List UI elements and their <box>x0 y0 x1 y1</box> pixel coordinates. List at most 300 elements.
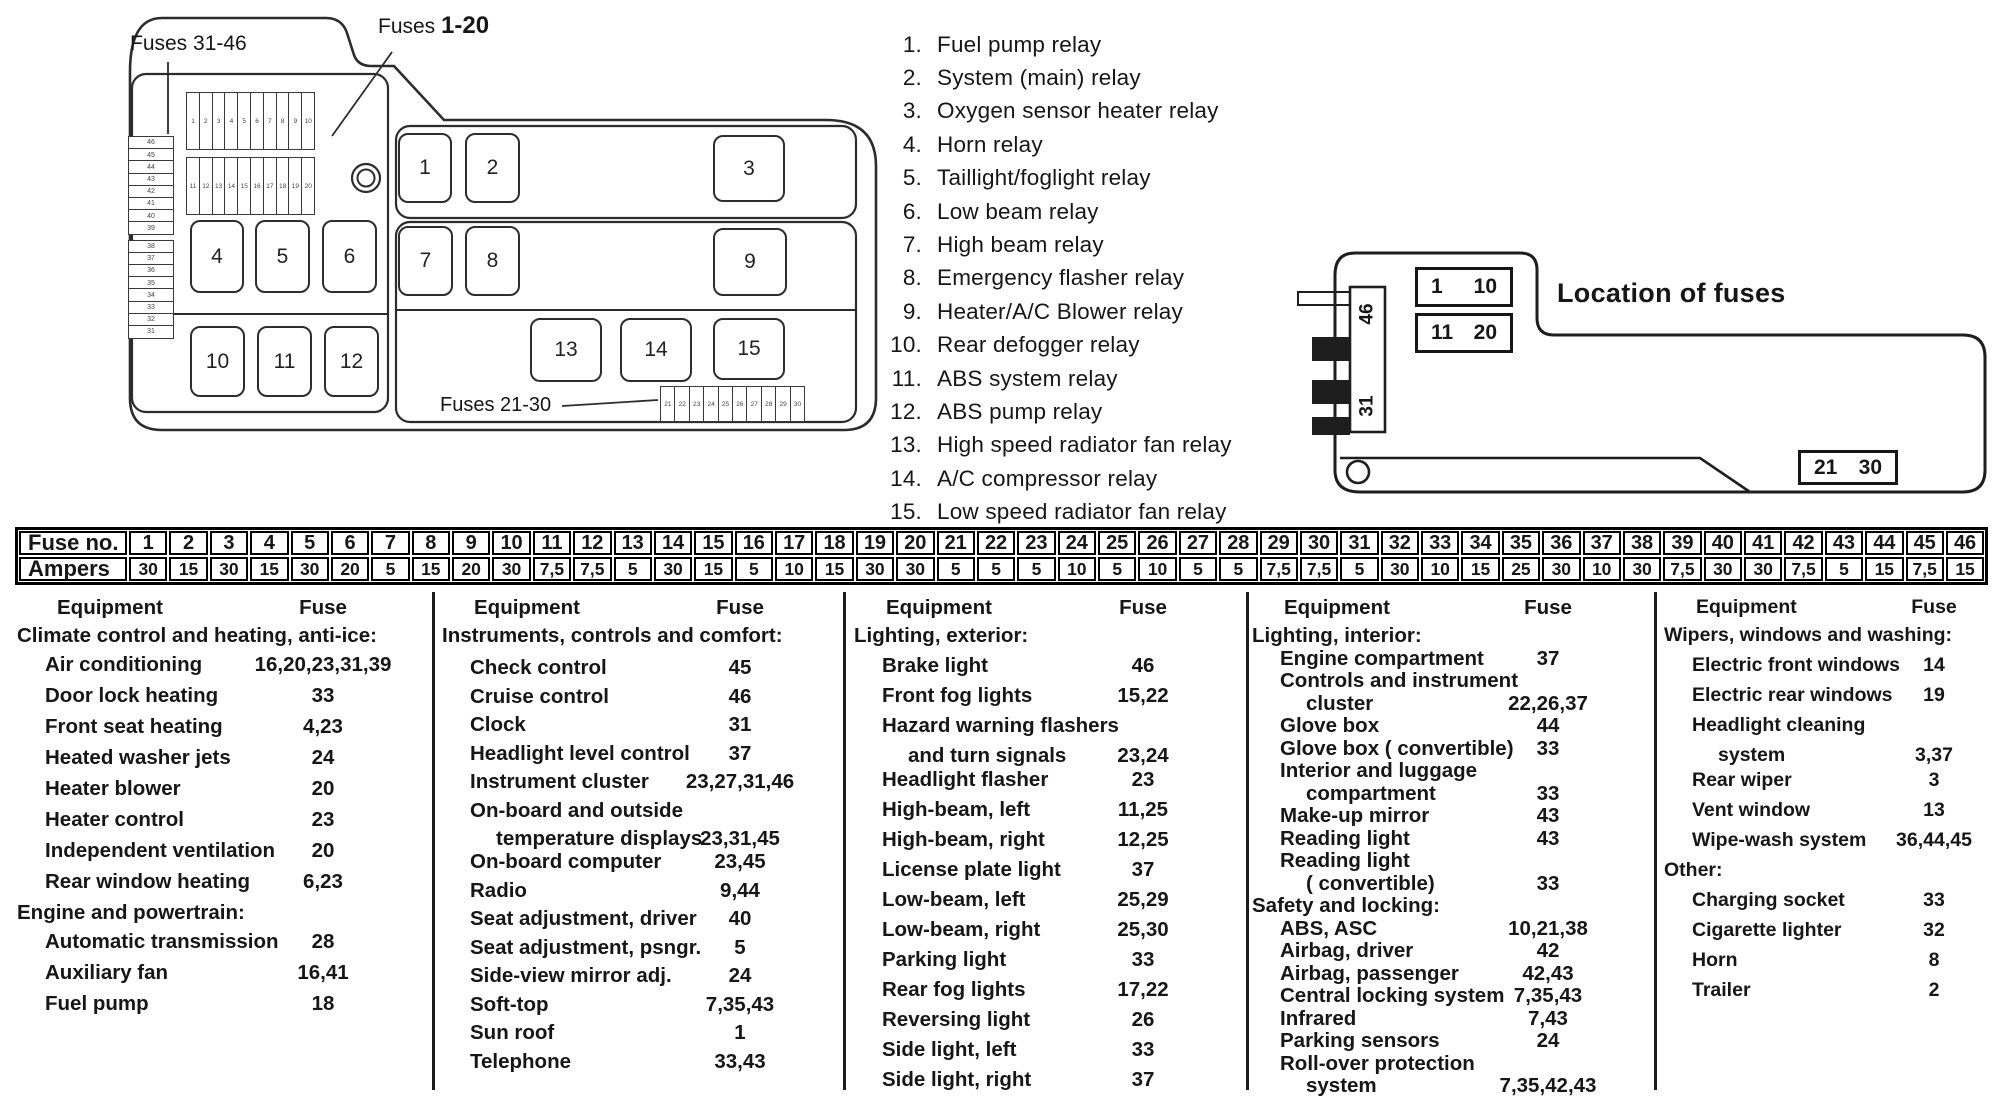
fuse-slot-21: 21 <box>660 386 676 422</box>
equipment-name: Radio <box>470 878 527 902</box>
amperage-cell: 7,5 <box>1260 557 1298 581</box>
equipment-row <box>852 828 1240 858</box>
equipment-row <box>1662 714 1990 744</box>
amperage-cell: 5 <box>1098 557 1136 581</box>
fuse-value: 37 <box>1536 646 1560 670</box>
equipment-row <box>440 936 838 965</box>
fuse-slot-43: 43 <box>128 173 174 187</box>
fuse-value: 7,35,43 <box>705 992 775 1016</box>
amperage-cell: 15 <box>250 557 288 581</box>
fuse-number-cell: 1 <box>129 531 167 555</box>
amperage-cell: 5 <box>371 557 409 581</box>
fuse-number-cell: 17 <box>775 531 813 555</box>
fuse-slot-19: 19 <box>288 157 302 215</box>
fuse-number-cell: 26 <box>1138 531 1176 555</box>
range-end: 10 <box>1473 275 1497 298</box>
fuse-number-cell: 10 <box>492 531 530 555</box>
amperage-cell: 5 <box>937 557 975 581</box>
amperage-cell: 7,5 <box>1300 557 1338 581</box>
relay-legend-label: High speed radiator fan relay <box>937 432 1232 458</box>
amperage-cell: 15 <box>815 557 853 581</box>
fuse-value: 7,35,42,43 <box>1499 1074 1597 1097</box>
amperage-cell: 15 <box>1865 557 1903 581</box>
amperage-cell: 30 <box>291 557 329 581</box>
fuse-value: 17,22 <box>1117 978 1169 1001</box>
mount-hole-inner-circle <box>358 170 375 187</box>
equipment-row <box>852 1038 1240 1068</box>
equipment-name: compartment <box>1306 781 1436 805</box>
equipment-row <box>852 654 1240 684</box>
fuse-strip-row-1-10 <box>186 92 314 150</box>
relay-slot-5: 5 <box>255 220 310 293</box>
fuse-number-cell: 30 <box>1300 531 1338 555</box>
equipment-name: Headlight cleaning <box>1692 714 1866 736</box>
amperage-cell: 30 <box>1704 557 1742 581</box>
equipment-header-label: Equipment <box>886 596 992 619</box>
relay-legend-label: Emergency flasher relay <box>937 265 1185 291</box>
location-of-fuses-diagram <box>1040 245 1990 500</box>
amperage-cell: 7,5 <box>1906 557 1944 581</box>
fuse-value: 46 <box>1131 654 1155 677</box>
fuse-slot-29: 29 <box>775 386 791 422</box>
relay-legend-number: 2. <box>902 65 922 91</box>
fuse-value: 12,25 <box>1117 828 1169 851</box>
relay-legend-number: 5. <box>902 165 922 191</box>
equipment-row <box>1662 769 1990 799</box>
relay-legend-label: System (main) relay <box>937 65 1141 91</box>
equipment-header-label: Equipment <box>57 596 163 619</box>
equipment-row <box>1250 1074 1642 1097</box>
equipment-row <box>1662 949 1990 979</box>
equipment-name: Seat adjustment, psngr. <box>470 935 702 959</box>
amperage-cell: 5 <box>1017 557 1055 581</box>
relay-slot-6: 6 <box>322 220 377 293</box>
relay-slot-12: 12 <box>324 326 379 397</box>
fuse-value: 43 <box>1536 804 1560 827</box>
equipment-row <box>440 993 838 1022</box>
equipment-row <box>440 770 838 799</box>
equipment-name: and turn signals <box>908 744 1067 767</box>
equipment-row <box>1250 1052 1642 1075</box>
fuse-number-cell: 35 <box>1502 531 1540 555</box>
fuse-slot-10: 10 <box>301 92 315 150</box>
fuse-value: 33 <box>1923 889 1945 911</box>
fuse-slot-40: 40 <box>128 209 174 223</box>
column-divider <box>1246 592 1249 1090</box>
equipment-row <box>1250 827 1642 850</box>
equipment-row <box>440 713 838 742</box>
equipment-header-label: Equipment <box>474 596 580 619</box>
equipment-row <box>1250 692 1642 715</box>
callout-line-fuses-21-30 <box>562 400 658 406</box>
fuse-value: 24 <box>728 964 752 987</box>
equipment-name: Heater control <box>45 808 184 831</box>
equipment-name: Safety and locking: <box>1252 894 1440 917</box>
fuse-slot-18: 18 <box>276 157 290 215</box>
ampers-row <box>18 556 1985 582</box>
fuse-number-cell: 33 <box>1421 531 1459 555</box>
equipment-name: Electric front windows <box>1692 654 1901 676</box>
equipment-name: Reading light <box>1280 849 1410 872</box>
fuse-value: 28 <box>311 930 335 953</box>
equipment-name: Telephone <box>470 1049 571 1073</box>
equipment-name: Reversing light <box>882 1008 1031 1031</box>
relay-legend-label: Low beam relay <box>937 198 1099 224</box>
amperage-cell: 5 <box>1340 557 1378 581</box>
fuse-slot-26: 26 <box>732 386 748 422</box>
fuse-number-cell: 7 <box>371 531 409 555</box>
equipment-name: Trailer <box>1692 979 1751 1001</box>
equipment-name: Independent ventilation <box>45 839 276 862</box>
fuse-number-cell: 46 <box>1946 531 1984 555</box>
fuse-number-cell: 5 <box>291 531 329 555</box>
equipment-name: Engine and powertrain: <box>17 901 245 924</box>
equipment-name: cluster <box>1306 691 1374 715</box>
range-end: 20 <box>1473 321 1497 344</box>
fuse-value: 14 <box>1923 654 1945 676</box>
fuse-number-cell: 37 <box>1583 531 1621 555</box>
fuse-slot-27: 27 <box>746 386 762 422</box>
fuse-value: 3,37 <box>1915 744 1953 766</box>
equipment-row <box>1662 979 1990 1009</box>
equipment-row <box>852 978 1240 1008</box>
fuse-slot-37: 37 <box>128 252 174 266</box>
equipment-row <box>440 1050 838 1079</box>
fuse-number-cell: 39 <box>1663 531 1701 555</box>
equipment-row <box>15 715 430 746</box>
amperage-cell: 30 <box>1542 557 1580 581</box>
fuse-number-cell: 41 <box>1744 531 1782 555</box>
equipment-name: Instrument cluster <box>470 770 649 793</box>
fuse-number-cell: 27 <box>1179 531 1217 555</box>
equipment-row <box>1250 939 1642 962</box>
label-fuses-31-46: Fuses 31-46 <box>130 32 247 55</box>
fuse-value: 25,29 <box>1117 888 1169 911</box>
fuse-number-cell: 34 <box>1461 531 1499 555</box>
fuse-value: 32 <box>1923 919 1945 941</box>
equipment-name: Make-up mirror <box>1280 804 1430 827</box>
fuse-number-cell: 31 <box>1340 531 1378 555</box>
fuse-value: 2 <box>1928 979 1940 1001</box>
fuse-value: 37 <box>728 741 752 765</box>
amperage-cell: 25 <box>1502 557 1540 581</box>
equipment-column-header <box>852 596 1240 624</box>
equipment-name: Wipe-wash system <box>1692 829 1867 851</box>
fuse-slot-32: 32 <box>128 313 174 327</box>
fuse-value: 23,45 <box>714 850 766 873</box>
relay-slot-13: 13 <box>530 318 602 382</box>
equipment-row <box>852 888 1240 918</box>
amperage-cell: 15 <box>694 557 732 581</box>
relay-slot-9: 9 <box>713 228 787 296</box>
relay-legend-number: 13. <box>890 432 922 458</box>
fuse-value: 31 <box>728 713 752 736</box>
fuse-number-cell: 43 <box>1825 531 1863 555</box>
amperage-cell: 30 <box>856 557 894 581</box>
equipment-name: Auxiliary fan <box>45 961 169 984</box>
equipment-name: Heater blower <box>45 777 181 800</box>
amperage-cell: 10 <box>775 557 813 581</box>
fuse-value: 19 <box>1923 684 1945 706</box>
equipment-name: Headlight level control <box>470 741 690 765</box>
fuse-slot-42: 42 <box>128 185 174 199</box>
equipment-name: Fuel pump <box>45 992 149 1015</box>
equipment-name: Rear window heating <box>45 870 251 893</box>
fuse-slot-31: 31 <box>128 325 174 339</box>
fuse-number-cell: 44 <box>1865 531 1903 555</box>
fuse-value: 37 <box>1131 858 1155 881</box>
fuse-header-label: Fuse <box>1911 596 1957 618</box>
equipment-row <box>440 742 838 771</box>
fuse-number-cell: 21 <box>937 531 975 555</box>
fuse-value: 44 <box>1536 714 1560 737</box>
equipment-name: Parking sensors <box>1280 1029 1440 1052</box>
relay-slot-2: 2 <box>465 133 520 203</box>
relay-legend-number: 10. <box>890 332 922 358</box>
equipment-name: Side light, right <box>882 1068 1032 1091</box>
amperage-cell: 7,5 <box>1784 557 1822 581</box>
amperage-cell: 7,5 <box>1663 557 1701 581</box>
relay-legend-label: Rear defogger relay <box>937 332 1140 358</box>
equipment-column-4 <box>1250 596 1642 1097</box>
relay-slot-11: 11 <box>257 326 312 397</box>
location-mount-hole <box>1347 461 1369 483</box>
equipment-column-header <box>1662 596 1990 624</box>
relay-legend-item <box>850 162 1250 195</box>
fuse-number-cell: 25 <box>1098 531 1136 555</box>
relay-slot-15: 15 <box>713 318 785 380</box>
equipment-row <box>15 870 430 901</box>
equipment-name: ( convertible) <box>1306 871 1435 895</box>
equipment-row <box>852 798 1240 828</box>
connector-pin-icon <box>1312 417 1350 435</box>
equipment-name: Central locking system <box>1280 984 1505 1007</box>
connector-pin-icon <box>1312 380 1350 404</box>
fuse-number-cell: 23 <box>1017 531 1055 555</box>
equipment-row <box>15 653 430 684</box>
equipment-name: Lighting, exterior: <box>854 624 1029 647</box>
equipment-name: Side-view mirror adj. <box>470 964 672 987</box>
amperage-cell: 7,5 <box>533 557 571 581</box>
relay-legend-item <box>850 95 1250 128</box>
relay-legend-item <box>850 128 1250 161</box>
fuse-range-box-1-10 <box>1415 267 1513 307</box>
equipment-column-5 <box>1662 596 1990 1009</box>
relay-legend-number: 9. <box>902 298 922 324</box>
equipment-name: Heated washer jets <box>45 746 231 769</box>
fuse-value: 45 <box>728 656 752 679</box>
fuse-number-cell: 14 <box>654 531 692 555</box>
equipment-row <box>852 1068 1240 1098</box>
fuse-slot-11: 11 <box>186 157 200 215</box>
connector-label-46: 46 <box>1356 303 1378 325</box>
equipment-name: Rear wiper <box>1692 769 1792 791</box>
equipment-name: Cigarette lighter <box>1692 919 1842 941</box>
equipment-name: Sun roof <box>470 1021 555 1044</box>
relay-legend-item <box>850 28 1250 61</box>
equipment-name: Front seat heating <box>45 715 223 738</box>
fuse-number-cell: 15 <box>694 531 732 555</box>
equipment-row <box>852 768 1240 798</box>
fuse-number-row-label: Fuse no. <box>19 531 127 555</box>
fuse-value: 23 <box>311 808 335 831</box>
equipment-name: Wipers, windows and washing: <box>1664 624 1953 646</box>
amperage-cell: 5 <box>977 557 1015 581</box>
fuse-number-cell: 9 <box>452 531 490 555</box>
equipment-column-header <box>15 596 430 624</box>
equipment-row <box>1250 917 1642 940</box>
amperage-cell: 30 <box>129 557 167 581</box>
connector-pin-icon <box>1312 337 1350 361</box>
relay-legend-item <box>850 61 1250 94</box>
fuse-value: 16,20,23,31,39 <box>254 653 392 676</box>
equipment-row <box>1662 684 1990 714</box>
fuse-slot-25: 25 <box>718 386 734 422</box>
equipment-name: Brake light <box>882 654 988 677</box>
fuse-value: 5 <box>734 935 746 959</box>
equipment-section-title <box>15 624 430 653</box>
equipment-name: Engine compartment <box>1280 646 1484 670</box>
fuse-value: 33,43 <box>714 1049 766 1073</box>
equipment-row <box>1662 799 1990 829</box>
equipment-name: Rear fog lights <box>882 978 1026 1001</box>
fuse-strip-row-11-20 <box>186 157 314 215</box>
equipment-name: Clock <box>470 713 526 736</box>
relay-slot-14: 14 <box>620 318 692 382</box>
equipment-section-title <box>440 624 838 656</box>
fuse-number-cell: 13 <box>614 531 652 555</box>
equipment-row <box>15 777 430 808</box>
fuse-value: 23 <box>1131 768 1155 791</box>
amperage-cell: 5 <box>614 557 652 581</box>
fuse-value: 11,25 <box>1117 798 1169 821</box>
relay-legend-number: 14. <box>890 465 922 491</box>
fuse-value: 8 <box>1928 949 1940 971</box>
fuse-slot-35: 35 <box>128 276 174 290</box>
fuse-value: 33 <box>1536 781 1560 805</box>
fuse-number-cell: 22 <box>977 531 1015 555</box>
equipment-row <box>15 992 430 1023</box>
fuse-slot-12: 12 <box>199 157 213 215</box>
fuse-strip-31-46 <box>128 136 174 337</box>
relay-legend-item <box>850 195 1250 228</box>
fuse-header-label: Fuse <box>299 596 347 619</box>
equipment-column-3 <box>852 596 1240 1098</box>
column-divider <box>432 592 435 1090</box>
fuse-slot-8: 8 <box>276 92 290 150</box>
equipment-row <box>440 1021 838 1050</box>
equipment-row <box>1250 1007 1642 1030</box>
equipment-name: Airbag, passenger <box>1280 961 1459 985</box>
fuse-strip-21-30 <box>660 386 804 422</box>
amperage-cell: 10 <box>1138 557 1176 581</box>
fuse-header-label: Fuse <box>1524 596 1572 619</box>
fuse-slot-38: 38 <box>128 240 174 254</box>
fuse-number-cell: 42 <box>1784 531 1822 555</box>
relay-legend-number: 8. <box>902 265 922 291</box>
equipment-row <box>440 850 838 879</box>
equipment-name: Side light, left <box>882 1038 1017 1061</box>
amperage-cell: 10 <box>1583 557 1621 581</box>
equipment-row <box>1250 962 1642 985</box>
amperage-cell: 30 <box>1744 557 1782 581</box>
fuse-slot-41: 41 <box>128 197 174 211</box>
relay-legend-label: High beam relay <box>937 232 1104 258</box>
relay-legend-number: 11. <box>891 365 922 391</box>
range-start: 1 <box>1431 275 1443 298</box>
fuse-slot-44: 44 <box>128 160 174 174</box>
equipment-name: Low-beam, right <box>882 918 1041 941</box>
column-divider <box>843 592 846 1090</box>
fuse-slot-17: 17 <box>263 157 277 215</box>
fuse-slot-15: 15 <box>237 157 251 215</box>
equipment-name: Air conditioning <box>45 653 203 676</box>
equipment-name: Check control <box>470 656 607 679</box>
equipment-row <box>1250 782 1642 805</box>
fuse-number-cell: 16 <box>735 531 773 555</box>
fuse-slot-20: 20 <box>301 157 315 215</box>
relay-legend-label: ABS system relay <box>937 365 1118 391</box>
equipment-row <box>852 948 1240 978</box>
fuse-slot-30: 30 <box>790 386 806 422</box>
equipment-name: On-board computer <box>470 850 662 873</box>
equipment-row <box>440 799 838 828</box>
equipment-name: Headlight flasher <box>882 768 1049 791</box>
equipment-name: Hazard warning flashers <box>882 714 1119 737</box>
label-fuses-1-20 <box>378 12 489 40</box>
equipment-name: Airbag, driver <box>1280 939 1414 962</box>
fuse-value: 1 <box>734 1021 746 1044</box>
fuse-number-cell: 45 <box>1906 531 1944 555</box>
fuse-value: 42,43 <box>1522 961 1574 985</box>
equipment-name: Roll-over protection <box>1280 1051 1475 1075</box>
relay-legend-label: Heater/A/C Blower relay <box>937 298 1183 324</box>
label-fuses-1-20-prefix: Fuses <box>378 15 436 38</box>
fuse-number-cell: 19 <box>856 531 894 555</box>
fuse-value: 25,30 <box>1117 918 1169 941</box>
fuse-value: 33 <box>1536 736 1560 760</box>
equipment-row <box>852 1008 1240 1038</box>
equipment-name: Reading light <box>1280 826 1410 850</box>
equipment-name: Charging socket <box>1692 889 1845 911</box>
amperage-cell: 5 <box>1179 557 1217 581</box>
relay-legend-number: 12. <box>890 398 922 424</box>
fuse-number-cell: 29 <box>1260 531 1298 555</box>
connector-tab-icon <box>1298 292 1350 305</box>
fuse-header-label: Fuse <box>716 596 764 619</box>
equipment-name: Lighting, interior: <box>1252 624 1422 647</box>
equipment-name: Interior and luggage <box>1280 759 1478 782</box>
equipment-row <box>15 839 430 870</box>
fuse-slot-4: 4 <box>224 92 238 150</box>
amperage-cell: 15 <box>169 557 207 581</box>
fuse-slot-22: 22 <box>674 386 690 422</box>
mount-hole-outer-circle <box>352 164 380 192</box>
equipment-name: Automatic transmission <box>45 930 279 953</box>
fuse-slot-23: 23 <box>689 386 705 422</box>
equipment-name: Infrared <box>1280 1006 1357 1030</box>
fuse-slot-5: 5 <box>237 92 251 150</box>
relay-legend-label: Taillight/foglight relay <box>937 165 1151 191</box>
fuse-slot-33: 33 <box>128 301 174 315</box>
label-fuses-21-30: Fuses 21-30 <box>440 394 552 416</box>
fuse-value: 33 <box>1131 1038 1155 1061</box>
relay-legend-label: ABS pump relay <box>937 398 1103 424</box>
fuse-value: 33 <box>1131 948 1155 971</box>
equipment-name: Climate control and heating, anti-ice: <box>17 624 377 647</box>
equipment-section-title <box>1662 859 1990 889</box>
equipment-column-header <box>1250 596 1642 624</box>
